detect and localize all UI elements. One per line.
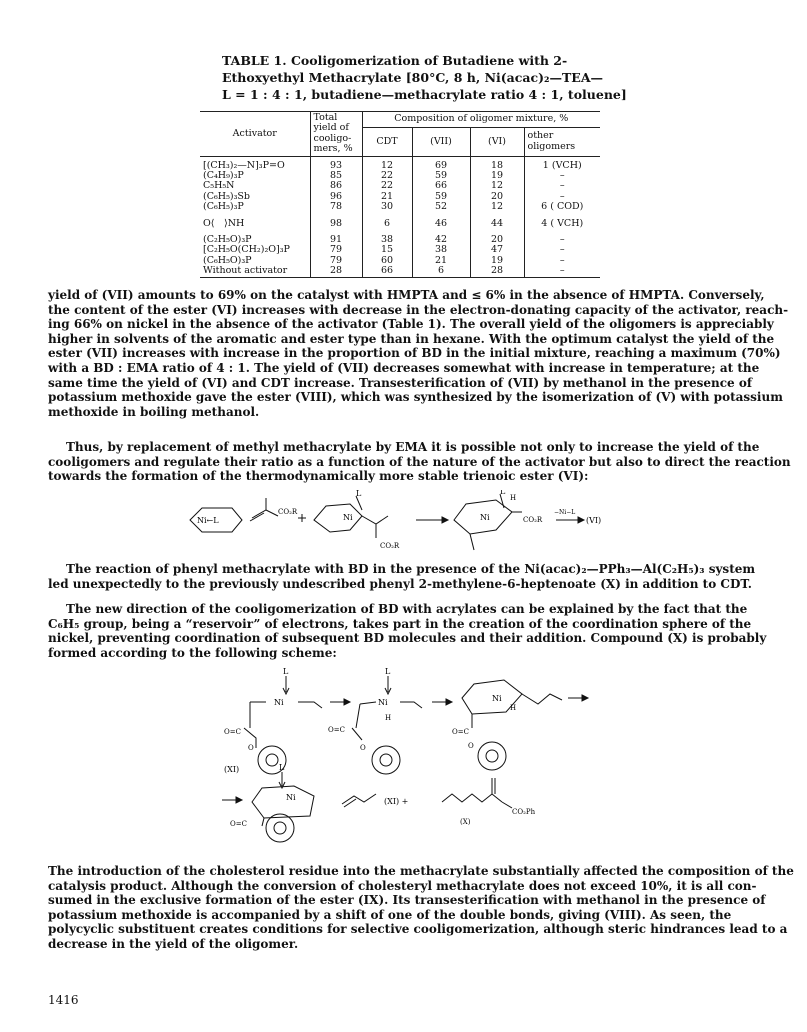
header-vi: (VI) (470, 128, 524, 157)
arrow (432, 699, 452, 705)
h-label-c: H (510, 704, 517, 712)
table-row (200, 156, 600, 171)
cell-other: – (524, 192, 600, 202)
methacrylate-molecule (250, 498, 278, 521)
cell-cdt: 15 (362, 245, 412, 255)
page-number: 1416 (48, 993, 79, 1007)
arrow-label: −Ni−L (554, 509, 576, 516)
complex-xi (244, 676, 322, 774)
cell-total: 78 (310, 202, 362, 212)
cell-activator: O⟨ ⟩NH (203, 217, 245, 229)
table-row (200, 202, 600, 212)
co2r-label-3: CO₂R (523, 516, 543, 524)
text-line: nickel, preventing coordination of subsequent BD molecules and their addition. Compound (X) is probably (48, 631, 767, 646)
o-label-a: O (248, 744, 254, 752)
ni-label-c: Ni (492, 694, 502, 703)
cell-vii: 42 (412, 229, 470, 245)
paragraph-1 (48, 288, 789, 419)
arrow (568, 695, 588, 701)
cell-vii: 59 (412, 171, 470, 181)
oc-label-c: O=C (452, 728, 469, 736)
co2ph-label: CO₂Ph (512, 808, 536, 816)
header-cdt: CDT (362, 128, 412, 157)
ni-label-2: Ni (480, 513, 490, 522)
cell-total: 98 (310, 213, 362, 229)
cell-vi: 19 (470, 171, 524, 181)
oc-label-b: O=C (328, 726, 345, 734)
ni-label-d: Ni (286, 793, 296, 802)
reaction-scheme-2 (210, 668, 620, 848)
text-line: led unexpectedly to the previously undescribed phenyl 2-methylene-6-heptenoate (X) in addition to CDT. (48, 576, 752, 591)
cell-vii: 21 (412, 256, 470, 266)
paragraph-4 (48, 602, 767, 660)
paragraph-2 (48, 440, 791, 484)
product-label-vi: (VI) (586, 516, 602, 525)
text-line: yield of (VII) amounts to 69% on the catalyst with HMPTA and ≤ 6% in the absence of HMPTA. Conversely, (48, 288, 765, 302)
cell-cdt: 66 (362, 266, 412, 277)
cell-other: 6 ( COD) (524, 202, 600, 212)
cell-total: 85 (310, 171, 362, 181)
oc-label-a: O=C (224, 728, 241, 736)
butadiene-molecule (342, 794, 376, 807)
cell-cdt: 60 (362, 256, 412, 266)
cell-vii: 38 (412, 245, 470, 255)
table-row (200, 266, 600, 277)
header-other: other oligomers (524, 128, 600, 157)
cell-vii: 6 (412, 266, 470, 277)
reaction-scheme-1 (180, 490, 620, 556)
header-vii: (VII) (412, 128, 470, 157)
cell-activator: (C₆H₅)₃P (203, 201, 244, 213)
cell-other: – (524, 181, 600, 191)
cell-total: 28 (310, 266, 362, 277)
cell-other: – (524, 245, 600, 255)
intermediate-complex-2 (454, 494, 522, 550)
arrow (416, 517, 448, 523)
text-line: The introduction of the cholesterol residue into the methacrylate substantially affected the composition of the (48, 864, 794, 878)
cell-cdt: 22 (362, 171, 412, 181)
text-line: sumed in the exclusive formation of the ester (IX). Its transesterification with methanol in the presence of (48, 893, 766, 908)
table-row (200, 229, 600, 245)
cell-total: 96 (310, 192, 362, 202)
cell-cdt: 21 (362, 192, 412, 202)
text-line: catalysis product. Although the conversion of cholesteryl methacrylate does not exceed 10%, it is all con- (48, 878, 757, 893)
l-label-b: L (385, 668, 391, 676)
xi-plus-label: (XI) + (384, 797, 409, 806)
cell-vi: 28 (470, 266, 524, 277)
text-line: potassium methoxide is accompanied by a shift of one of the double bonds, giving (VIII). As seen, the (48, 907, 732, 922)
text-line: towards the formation of the thermodynamically more stable trienoic ester (VI): (48, 469, 589, 484)
ni-label-1: Ni (343, 513, 353, 522)
h-label-b: H (385, 714, 392, 722)
cell-total: 79 (310, 245, 362, 255)
cell-vi: 20 (470, 192, 524, 202)
caption-line: L = 1 : 4 : 1, butadiene—methacrylate ratio 4 : 1, toluene] (222, 87, 627, 102)
cell-activator: (C₄H₉)₃P (203, 170, 244, 182)
complex-b (352, 676, 422, 774)
cell-other: – (524, 171, 600, 181)
table-caption (222, 52, 627, 103)
cell-vii: 69 (412, 156, 470, 171)
caption-line: Ethoxyethyl Methacrylate [80°C, 8 h, Ni(acac)₂—TEA— (222, 70, 604, 85)
text-line: the content of the ester (VI) increases with decrease in the electron-donating capacity of the activator, reach- (48, 302, 789, 317)
co2r-label-2: CO₂R (380, 542, 400, 550)
l-label-2: L (500, 490, 506, 496)
text-line: potassium methoxide gave the ester (VIII), which was synthesized by the isomerization of (V) with potassium (48, 390, 783, 405)
cell-activator: C₅H₅N (203, 180, 235, 192)
table-row (200, 245, 600, 255)
cell-cdt: 6 (362, 213, 412, 229)
product-x-molecule (442, 778, 512, 808)
text-line: methoxide in boiling methanol. (48, 404, 260, 419)
text-line: ester (VII) increases with increase in the proportion of BD in the initial mixture, reaching a maximum (70%) (48, 346, 781, 361)
l-label-d: L (279, 763, 285, 772)
cell-vi: 20 (470, 229, 524, 245)
cell-cdt: 38 (362, 229, 412, 245)
text-line: cooligomers and regulate their ratio as a function of the nature of the activator but also to direct the reaction (48, 454, 791, 469)
cell-activator: Without activator (200, 266, 310, 277)
cell-activator: (C₆H₅O)₃P (203, 254, 252, 266)
cell-other: – (524, 266, 600, 277)
co2r-label-1: CO₂R (278, 508, 298, 516)
arrow (330, 699, 350, 705)
cell-total: 93 (310, 156, 362, 171)
cell-total: 79 (310, 256, 362, 266)
cell-vii: 52 (412, 202, 470, 212)
l-label-1: L (356, 490, 362, 498)
caption-line: TABLE 1. Cooligomerization of Butadiene with 2- (222, 53, 568, 68)
cell-other: 4 ( VCH) (524, 213, 600, 229)
cell-activator: [C₂H₅O(CH₂)₂O]₃P (203, 244, 290, 256)
ni-label-b: Ni (378, 698, 388, 707)
text-line: ing 66% on nickel in the absence of the activator (Table 1). The overall yield of the oligomers is appreciably (48, 317, 774, 332)
table-row (200, 192, 600, 202)
cell-activator: [(CH₃)₂—N]₃P=O (203, 159, 285, 171)
text-line: C₆H₅ group, being a “reservoir” of electrons, takes part in the creation of the coordination sphere of the (48, 616, 752, 631)
header-activator: Activator (200, 112, 310, 157)
paragraph-3 (48, 562, 756, 591)
label-x: (X) (460, 818, 471, 826)
cell-cdt: 22 (362, 181, 412, 191)
text-line: The new direction of the cooligomerization of BD with acrylates can be explained by the fact that the (66, 602, 748, 616)
cell-activator: (C₂H₅O)₃P (203, 234, 252, 246)
text-line: formed according to the following scheme: (48, 645, 337, 660)
cell-other: 1 (VCH) (524, 156, 600, 171)
table-row (200, 181, 600, 191)
plus-sign (298, 514, 306, 522)
ni-l-label: Ni←L (197, 516, 219, 525)
label-xi: (XI) (224, 765, 240, 774)
l-label-a: L (283, 668, 289, 676)
text-line: Thus, by replacement of methyl methacrylate by EMA it is possible not only to increase the yield of the (66, 440, 760, 454)
oc-label-d: O=C (230, 820, 247, 828)
complex-c (462, 680, 562, 770)
table-row (200, 213, 600, 229)
text-line: decrease in the yield of the oligomer. (48, 936, 299, 951)
results-table (200, 111, 600, 278)
arrow (222, 797, 242, 803)
cell-other: – (524, 256, 600, 266)
cell-vii: 66 (412, 181, 470, 191)
cell-vi: 44 (470, 213, 524, 229)
cell-total: 91 (310, 229, 362, 245)
h-label-1: H (510, 494, 517, 502)
cell-activator: (C₆H₅)₃Sb (203, 190, 250, 202)
cell-vi: 19 (470, 256, 524, 266)
o-label-c: O (468, 742, 474, 750)
cell-vi: 12 (470, 202, 524, 212)
cell-cdt: 30 (362, 202, 412, 212)
table-row (200, 171, 600, 181)
text-line: same time the yield of (VI) and CDT increase. Transesterification of (VII) by methanol in the presence of (48, 375, 753, 390)
header-composition: Composition of oligomer mixture, % (362, 112, 600, 128)
header-total-yield: Total yield of cooligo- mers, % (310, 112, 362, 157)
cell-other: – (524, 229, 600, 245)
arrow (556, 517, 584, 523)
ni-label-a: Ni (274, 698, 284, 707)
cell-vii: 46 (412, 213, 470, 229)
complex-d (252, 772, 314, 842)
text-line: polycyclic substituent creates conditions for selective cooligomerization, although steric hindrances lead to a (48, 922, 788, 937)
cell-vi: 18 (470, 156, 524, 171)
text-line: higher in solvents of the aromatic and ester type than in hexane. With the optimum catalyst the yield of the (48, 331, 775, 346)
cell-cdt: 12 (362, 156, 412, 171)
cell-vi: 47 (470, 245, 524, 255)
cell-total: 86 (310, 181, 362, 191)
cell-vi: 12 (470, 181, 524, 191)
cell-vii: 59 (412, 192, 470, 202)
text-line: with a BD : EMA ratio of 4 : 1. The yield of (VII) decreases somewhat with increase in temperature; at the (48, 360, 760, 375)
text-line: The reaction of phenyl methacrylate with BD in the presence of the Ni(acac)₂—PPh₃—Al(C₂H₅)₃ system (66, 562, 756, 576)
o-label-b: O (360, 744, 366, 752)
paragraph-5 (48, 864, 794, 952)
